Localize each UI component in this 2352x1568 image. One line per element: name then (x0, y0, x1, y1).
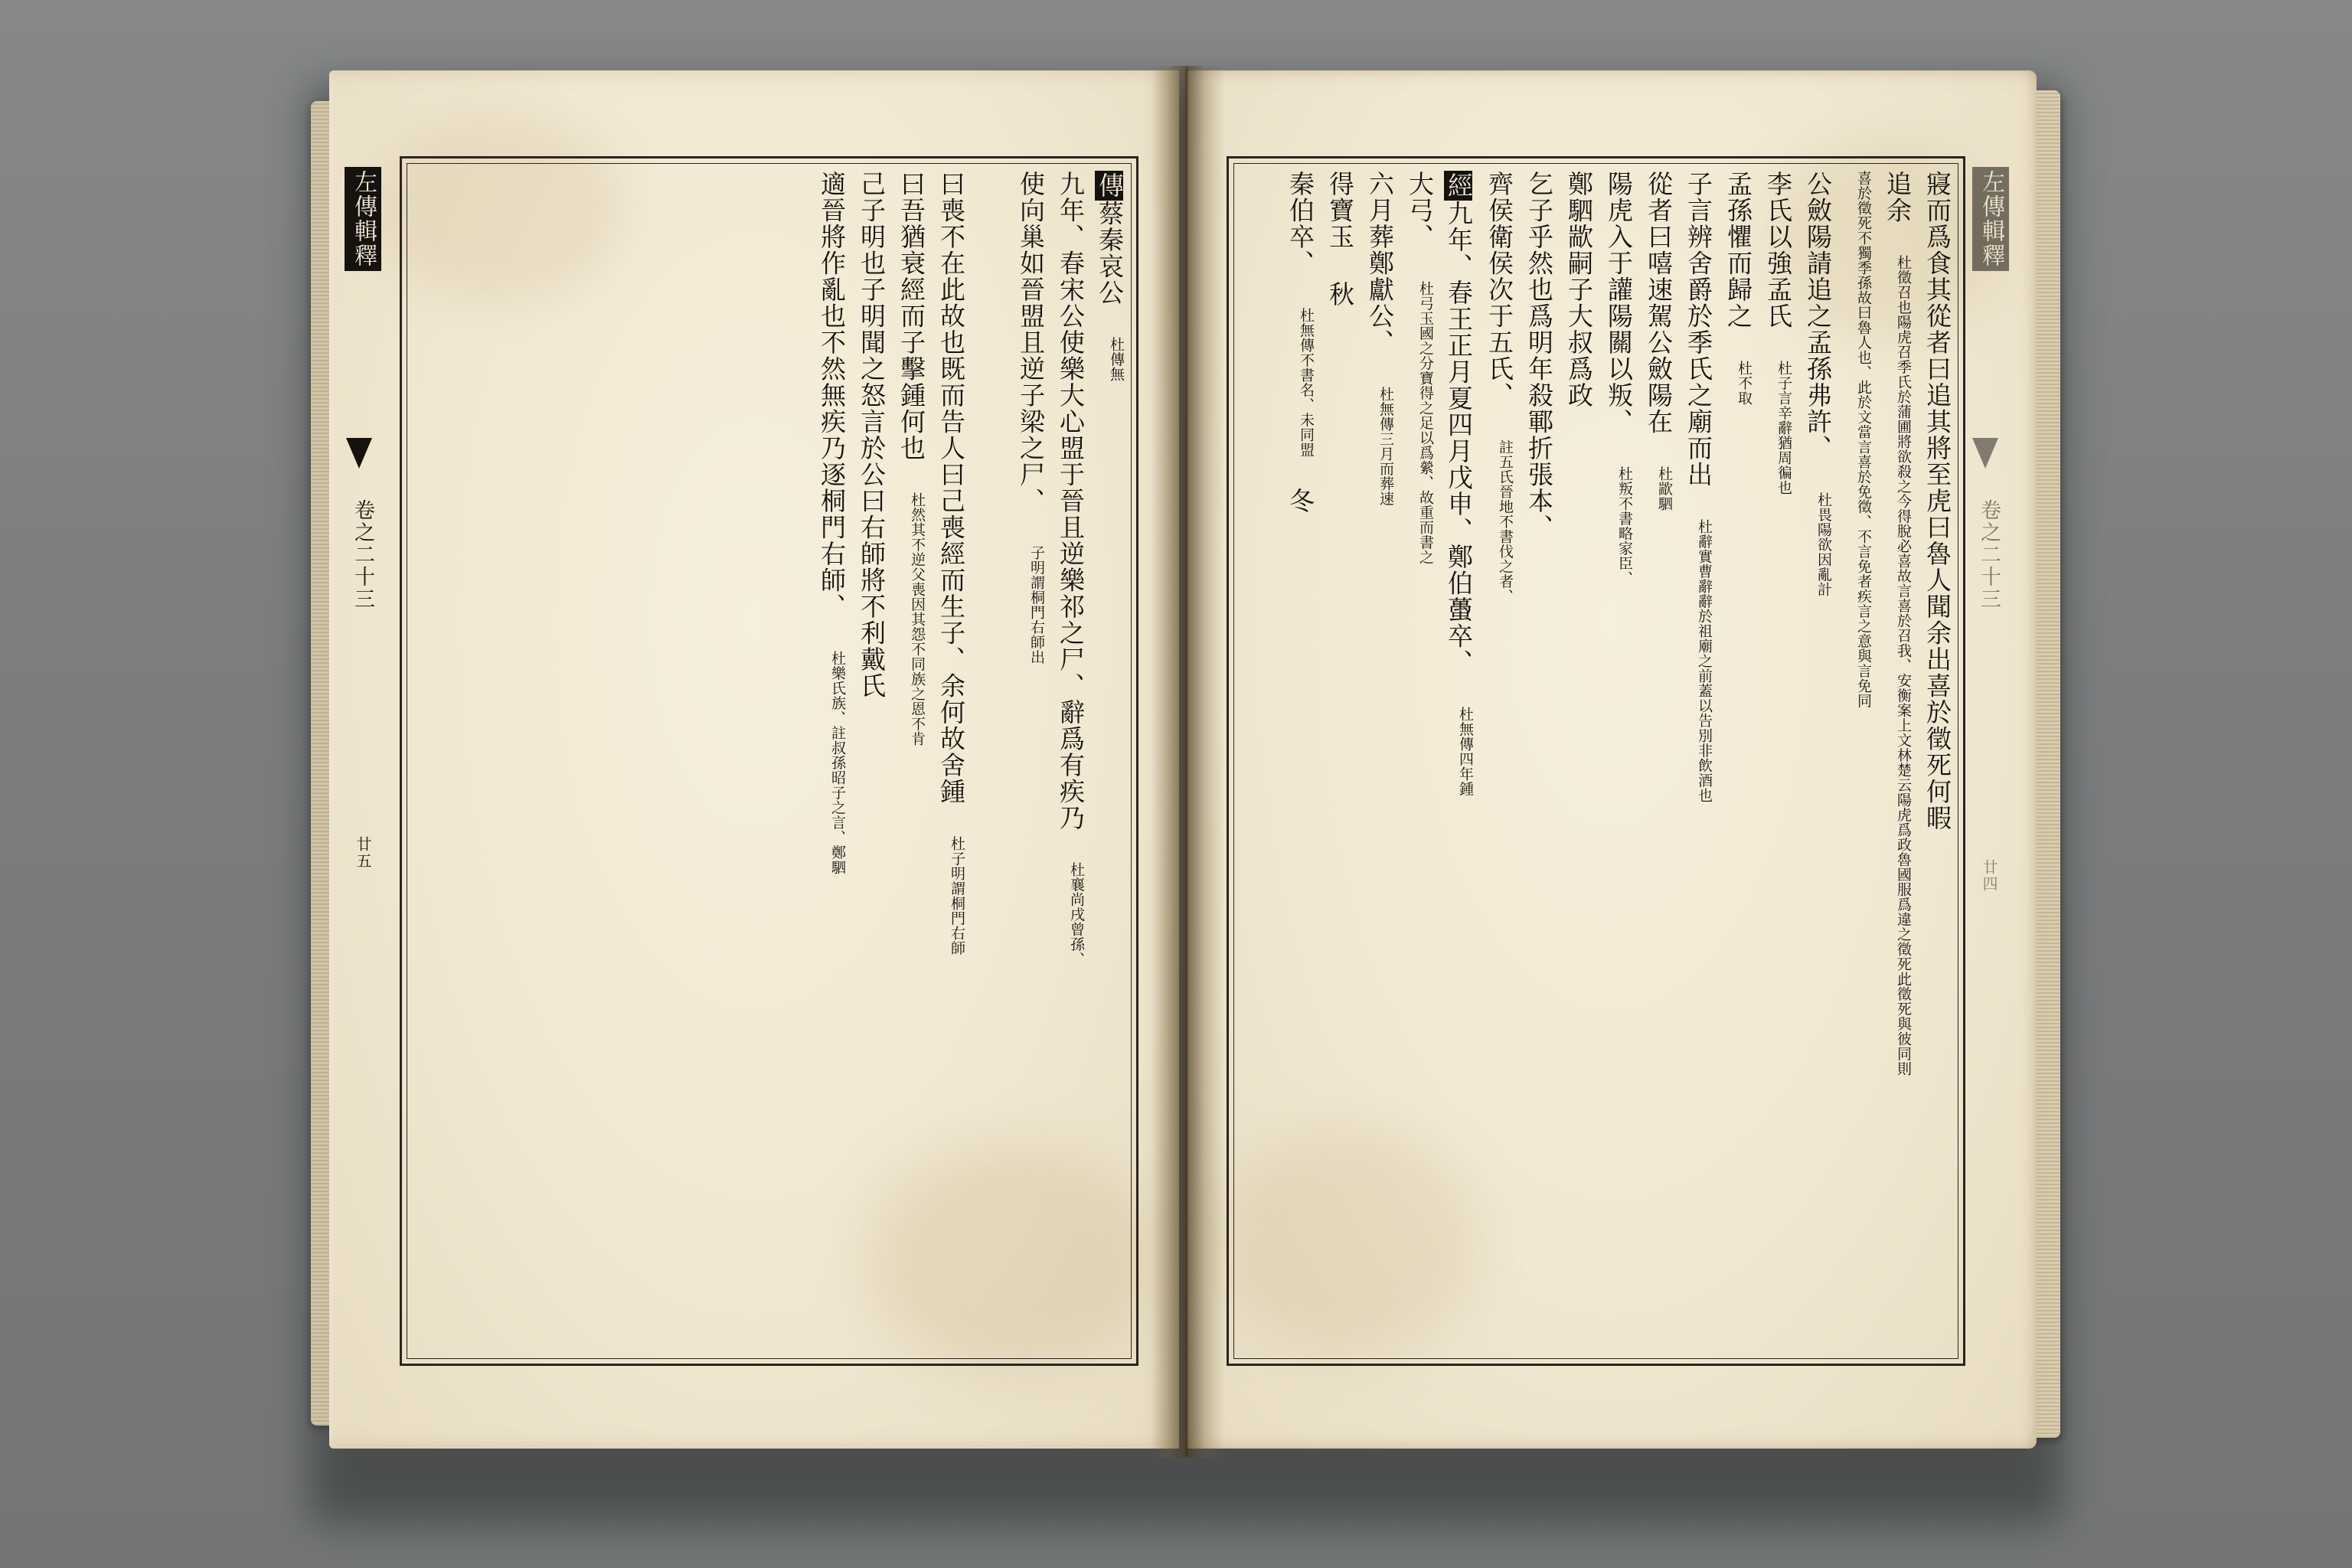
commentary-note: 杜無傳不書名、未同盟 (1298, 307, 1315, 457)
banner-title-block-right: 左傳輯釋 (1972, 167, 2009, 271)
text-column (1395, 169, 1435, 1353)
text-column (1435, 169, 1475, 1353)
classic-marker: 經 (1444, 172, 1474, 199)
column-text: 齊侯衛侯次于五氏、 (1485, 171, 1514, 409)
column-text: 適晉將作亂也不然無疾乃逐桐門右師、 (817, 171, 847, 620)
column-text-tail: 冬 (1285, 488, 1315, 514)
column-text: 李氏以強孟氏 (1763, 171, 1793, 329)
commentary-note: 杜樂氏族、註叔孫昭子之言、鄭駟 (829, 651, 846, 875)
commentary-note: 杜然其不逆父喪因其怨不同族之恩不肯 (909, 492, 926, 746)
right-text-frame (1227, 156, 1965, 1366)
text-column (1046, 169, 1086, 1353)
text-column (887, 169, 926, 1353)
text-column (1833, 169, 1873, 1353)
text-column (926, 169, 966, 1353)
commentary-note: 註五氏晉地不書伐之者、 (1497, 439, 1514, 604)
column-text: 鄭駟歂嗣子大叔爲政 (1564, 171, 1594, 409)
fish-tail-mark (346, 438, 372, 469)
commentary-note: 杜不取 (1736, 360, 1753, 405)
book-spine-line (1185, 67, 1188, 1456)
commentary-note: 杜歂駟 (1656, 466, 1673, 511)
commentary-note: 杜無傳四年鍾 (1457, 707, 1474, 796)
column-text: 使向巢如晉盟且逆子梁之尸、 (1016, 171, 1046, 514)
column-text: 九年、春王正月夏四月戊申、鄭伯蠆卒、 (1444, 200, 1474, 676)
commentary-note: 杜弓玉國之分寶得之足以爲縈、故重而書之 (1417, 281, 1434, 565)
text-column (1913, 169, 1952, 1353)
right-column-group (1240, 169, 1952, 1353)
column-text: 寢而爲食其從者曰追其將至虎曰魯人聞余出喜於徵死何暇 (1922, 171, 1952, 831)
column-text: 曰吾猶衰經而子擊鍾何也 (897, 171, 926, 462)
text-column (1086, 169, 1125, 1353)
column-text: 子言辨舍爵於季氏之廟而出 (1684, 171, 1713, 488)
commentary-note: 杜徵召也陽虎召季氏於蒲圃將欲殺之今得脫必喜故言喜於召我、安衡案上文林楚云陽虎爲政魯國服爲違之徵死此徵死與彼同則 (1895, 254, 1912, 1076)
column-text: 得寶玉 (1325, 171, 1355, 250)
column-text: 秦伯卒、 (1285, 171, 1315, 276)
commentary-note: 杜子明謂桐門右師 (949, 835, 965, 956)
text-column (1634, 169, 1674, 1353)
left-column-group (413, 169, 1125, 1353)
column-text: 己子明也子明聞之怒言於公曰右師將不利戴氏 (857, 171, 887, 699)
text-column (847, 169, 887, 1353)
commentary-note: 杜畏陽欲因亂計 (1815, 492, 1832, 597)
text-column (807, 169, 847, 1353)
column-text: 九年、春宋公使樂大心盟于晉且逆樂祁之尸、辭爲有疾乃 (1056, 171, 1086, 831)
text-column (1475, 169, 1514, 1353)
column-text: 蔡秦哀公 (1095, 200, 1125, 306)
commentary-note: 杜襄尚戌曾孫、 (1068, 862, 1085, 967)
text-column (1674, 169, 1713, 1353)
text-column (966, 169, 1006, 1353)
left-text-frame (400, 156, 1138, 1366)
text-column (1554, 169, 1594, 1353)
commentary-note: 杜傳無 (1108, 337, 1125, 382)
commentary-note: 喜於徵死不獨季孫故曰魯人也、此於文當言喜於免徵、不言免者疾言之意與言免同 (1855, 171, 1872, 708)
commentary-note: 杜子言辛辭猶周徧也 (1775, 360, 1792, 495)
text-column (1355, 169, 1395, 1353)
text-column (1006, 169, 1046, 1353)
banner-volume-right: 卷之二十三 (1977, 499, 2001, 610)
text-column (1753, 169, 1793, 1353)
section-marker: 傳 (1095, 172, 1125, 199)
page-edge-stack-left (311, 101, 331, 1426)
column-text: 孟孫懼而歸之 (1723, 171, 1753, 329)
left-page (329, 70, 1179, 1449)
column-text-tail: 秋 (1325, 281, 1355, 308)
banner-volume: 卷之二十三 (351, 499, 374, 610)
text-column (1276, 169, 1315, 1353)
text-column (1793, 169, 1833, 1353)
right-page (1187, 70, 2037, 1449)
commentary-note: 子明謂桐門右師出 (1028, 545, 1045, 665)
column-text: 乞子乎然也爲明年殺鄆折張本、 (1524, 171, 1554, 541)
column-text: 追余 (1883, 171, 1913, 224)
text-column (1873, 169, 1913, 1353)
text-column (1514, 169, 1554, 1353)
commentary-note: 杜無傳三月而葬速 (1377, 387, 1394, 506)
column-text: 曰喪不在此故也既而告人曰己喪經而生子、余何故舍鍾 (936, 171, 966, 805)
column-text: 公斂陽請追之孟孫弗許、 (1803, 171, 1833, 462)
commentary-note: 杜辭實曹辭辭於祖廟之前蓋以告別非飲酒也 (1696, 518, 1713, 802)
column-text: 陽虎入于讙陽關以叛、 (1604, 171, 1634, 435)
banner-title-block: 左傳輯釋 (345, 167, 381, 271)
text-column (1713, 169, 1753, 1353)
banner-page-number-right: 廿四 (1980, 859, 1998, 893)
text-column (1315, 169, 1355, 1353)
fish-tail-mark-right (1972, 438, 1998, 469)
banner-page-number: 廿五 (354, 836, 372, 870)
text-column (1594, 169, 1634, 1353)
column-text: 從者曰嘻速駕公斂陽在 (1644, 171, 1674, 435)
open-book (329, 70, 2037, 1502)
column-text: 大弓、 (1405, 171, 1435, 250)
column-text: 六月葬鄭獻公、 (1365, 171, 1395, 356)
commentary-note: 杜叛不書略家臣、 (1616, 466, 1633, 586)
